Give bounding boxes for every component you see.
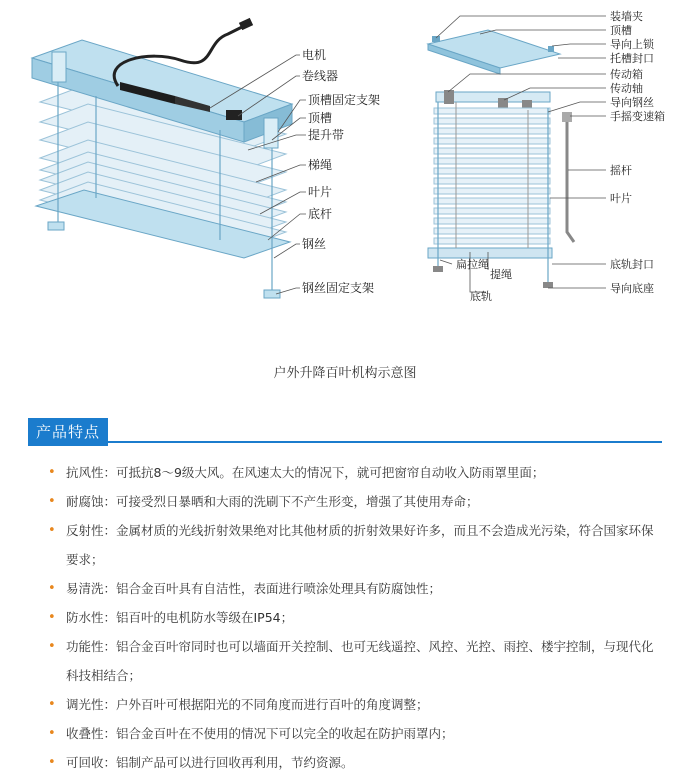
label-lift-tape: 提升带 xyxy=(308,128,345,142)
diagram-area xyxy=(0,0,690,340)
right-slats xyxy=(434,108,550,244)
feature-item: • 抗风性：可抵抗8～9级大风。在风速太大的情况下，就可把窗帘自动收入防雨罩里面； xyxy=(48,458,660,487)
right-diagram xyxy=(428,9,665,303)
feature-item: • 调光性：户外百叶可根据阳光的不同角度而进行百叶的角度调整； xyxy=(48,690,660,719)
label-slat: 叶片 xyxy=(308,185,333,199)
label-motor: 电机 xyxy=(302,48,327,62)
label-wall-clip: 装墙夹 xyxy=(610,10,643,23)
bullet-icon: • xyxy=(48,465,56,480)
label-bottom-bar: 底杆 xyxy=(308,207,333,221)
label-guide-lock: 导向上锁 xyxy=(610,38,654,51)
feature-item: • 易清洗：铝合金百叶具有自洁性，表面进行喷涂处理具有防腐蚀性； xyxy=(48,574,660,603)
diagram-caption: 户外升降百叶机构示意图 xyxy=(273,366,417,381)
left-diagram xyxy=(32,18,380,298)
section-divider xyxy=(28,441,662,443)
bullet-icon: • xyxy=(48,523,56,538)
label-right-top-rail: 顶槽 xyxy=(610,24,632,37)
label-crank-rod: 摇杆 xyxy=(610,164,632,177)
label-shaft: 传动轴 xyxy=(610,82,643,95)
feature-item: • 收叠性：铝合金百叶在不使用的情况下可以完全的收起在防护雨罩内； xyxy=(48,719,660,748)
label-ladder-cord: 梯绳 xyxy=(308,158,333,172)
bullet-icon: • xyxy=(48,697,56,712)
feature-item: • 可回收：铝制产品可以进行回收再利用，节约资源。 xyxy=(48,748,660,777)
blind-diagrams xyxy=(0,0,690,340)
bullet-icon: • xyxy=(48,639,56,654)
feature-item: • 耐腐蚀：可接受烈日暴晒和大雨的洗刷下不产生形变，增强了其使用寿命； xyxy=(48,487,660,516)
feature-item: • 防水性：铝百叶的电机防水等级在IP54； xyxy=(48,603,660,632)
label-bottom-cap: 底轨封口 xyxy=(610,258,654,271)
feature-item: • 功能性：铝合金百叶帘同时也可以墙面开关控制、也可无线遥控、风控、光控、雨控、楼宇控制，与现代化科技相结合； xyxy=(48,632,660,690)
label-winder: 卷线器 xyxy=(302,69,339,83)
label-rail-cap: 托槽封口 xyxy=(610,52,654,65)
bullet-icon: • xyxy=(48,726,56,741)
section-title: 产品特点 xyxy=(28,418,108,446)
label-wire-bracket: 钢丝固定支架 xyxy=(302,281,375,295)
bullet-icon: • xyxy=(48,755,56,770)
feature-list xyxy=(48,458,660,777)
label-top-rail: 顶槽 xyxy=(308,111,333,125)
feature-item: • 反射性：金属材质的光线折射效果绝对比其他材质的折射效果好许多，而且不会造成光污染，符合国家环保要求； xyxy=(48,516,660,574)
label-right-slat: 叶片 xyxy=(610,192,632,205)
bullet-icon: • xyxy=(48,494,56,509)
bullet-icon: • xyxy=(48,581,56,596)
label-bottom-rail: 底轨 xyxy=(470,290,492,303)
label-top-rail-bracket: 顶槽固定支架 xyxy=(308,93,381,107)
label-crank-box: 手摇变速箱 xyxy=(610,110,665,123)
label-steel-wire: 钢丝 xyxy=(302,237,327,251)
label-guide-wire: 导向钢丝 xyxy=(610,96,654,109)
label-lift-cord: 提绳 xyxy=(490,268,512,281)
label-flat-tape: 扁拉绳 xyxy=(456,258,489,271)
label-gearbox: 传动箱 xyxy=(610,68,643,81)
bullet-icon: • xyxy=(48,610,56,625)
label-guide-base: 导向底座 xyxy=(610,282,654,295)
